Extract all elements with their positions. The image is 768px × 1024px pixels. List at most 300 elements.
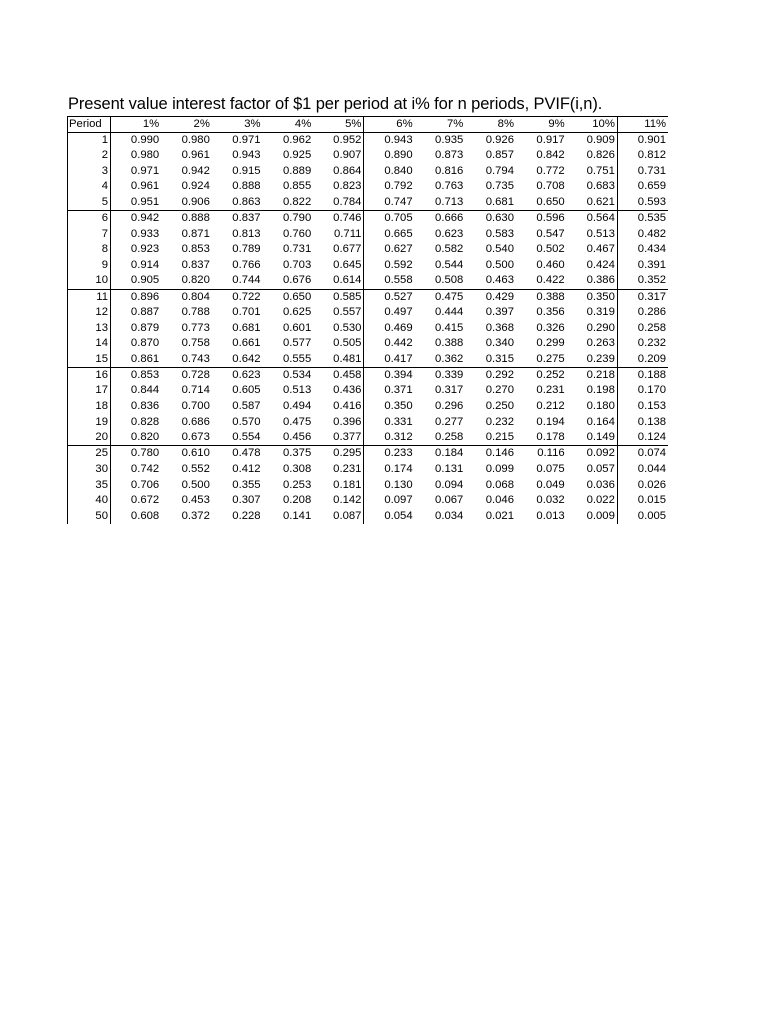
factor-cell: 0.789 (232, 243, 261, 256)
factor-cell: 0.842 (536, 149, 565, 162)
table-row (68, 258, 669, 274)
factor-cell: 0.952 (313, 132, 364, 148)
table-row (68, 242, 669, 258)
factor-cell: 0.744 (232, 274, 261, 287)
factor-cell: 0.218 (567, 368, 618, 384)
factor-cell: 0.099 (485, 462, 514, 475)
factor-cell: 0.703 (282, 258, 312, 271)
period-cell: 30 (68, 462, 111, 478)
factor-cell: 0.760 (282, 227, 312, 240)
table-row (68, 446, 669, 462)
factor-cell: 0.812 (637, 149, 667, 162)
factor-cell: 0.270 (485, 384, 514, 397)
factor-cell: 0.772 (536, 164, 565, 177)
factor-cell: 0.198 (567, 383, 618, 399)
factor-cell: 0.467 (567, 242, 618, 258)
factor-cell: 0.231 (536, 384, 565, 397)
factor-cell: 0.909 (567, 132, 618, 148)
factor-cell: 0.705 (384, 212, 413, 225)
factor-cell: 0.317 (435, 384, 464, 397)
factor-cell: 0.681 (485, 195, 514, 208)
factor-cell: 0.478 (232, 447, 261, 460)
factor-cell: 0.149 (567, 430, 618, 446)
factor-cell: 0.388 (536, 290, 565, 303)
factor-cell: 0.661 (232, 337, 261, 350)
factor-cell: 0.326 (536, 321, 565, 334)
factor-cell: 0.068 (485, 478, 514, 491)
factor-cell: 0.890 (384, 149, 413, 162)
factor-cell: 0.554 (232, 431, 261, 444)
factor-cell: 0.252 (536, 368, 565, 381)
factor-cell: 0.666 (435, 212, 464, 225)
factor-cell: 0.871 (181, 227, 210, 240)
period-cell: 13 (68, 320, 111, 336)
factor-cell: 0.164 (567, 415, 618, 431)
factor-cell: 0.836 (130, 400, 160, 413)
period-cell: 19 (68, 415, 111, 431)
factor-cell: 0.583 (485, 227, 514, 240)
table-row (68, 226, 669, 242)
factor-cell: 0.057 (567, 462, 618, 478)
factor-cell: 0.650 (282, 290, 312, 303)
factor-cell: 0.475 (435, 290, 464, 303)
table-row (68, 211, 669, 227)
factor-cell: 0.180 (567, 399, 618, 415)
column-header-rate: 11% (644, 117, 667, 130)
factor-cell: 0.009 (567, 509, 618, 525)
factor-cell: 0.049 (536, 478, 565, 491)
factor-cell: 0.530 (313, 320, 364, 336)
factor-cell: 0.751 (567, 164, 618, 180)
table-row (68, 399, 669, 415)
factor-cell: 0.444 (435, 305, 464, 318)
column-header-rate: 4% (294, 117, 312, 130)
factor-cell: 0.391 (637, 258, 667, 271)
column-header-rate: 3% (244, 117, 261, 130)
factor-cell: 0.677 (313, 242, 364, 258)
factor-cell: 0.277 (435, 415, 464, 428)
period-cell: 10 (68, 273, 111, 289)
factor-cell: 0.823 (313, 179, 364, 195)
factor-cell: 0.722 (232, 290, 261, 303)
table-row (68, 383, 669, 399)
factor-cell: 0.209 (637, 352, 667, 365)
factor-cell: 0.650 (536, 195, 565, 208)
factor-cell: 0.713 (435, 195, 464, 208)
factor-cell: 0.417 (384, 352, 413, 365)
table-row (68, 273, 669, 289)
factor-cell: 0.887 (130, 305, 160, 318)
factor-cell: 0.853 (181, 243, 210, 256)
factor-cell: 0.456 (282, 431, 312, 444)
factor-cell: 0.773 (181, 321, 210, 334)
factor-cell: 0.005 (637, 509, 667, 522)
factor-cell: 0.074 (637, 447, 667, 460)
factor-cell: 0.763 (435, 180, 464, 193)
factor-cell: 0.961 (130, 180, 160, 193)
factor-cell: 0.181 (313, 477, 364, 493)
factor-cell: 0.131 (435, 462, 464, 475)
factor-cell: 0.915 (232, 164, 261, 177)
factor-cell: 0.623 (435, 227, 464, 240)
factor-cell: 0.500 (181, 478, 210, 491)
period-cell: 18 (68, 399, 111, 415)
factor-cell: 0.592 (384, 258, 413, 271)
factor-cell: 0.784 (313, 195, 364, 211)
factor-cell: 0.094 (435, 478, 464, 491)
table-row (68, 368, 669, 384)
factor-cell: 0.295 (313, 446, 364, 462)
table-row (68, 164, 669, 180)
factor-cell: 0.672 (130, 494, 160, 507)
factor-cell: 0.942 (181, 164, 210, 177)
factor-cell: 0.593 (637, 195, 667, 208)
factor-cell: 0.494 (282, 400, 312, 413)
factor-cell: 0.623 (232, 368, 261, 381)
table-body (68, 132, 669, 524)
factor-cell: 0.463 (485, 274, 514, 287)
table-row (68, 352, 669, 368)
factor-cell: 0.683 (567, 179, 618, 195)
factor-cell: 0.067 (435, 494, 464, 507)
factor-cell: 0.350 (384, 400, 413, 413)
factor-cell: 0.481 (313, 352, 364, 368)
factor-cell: 0.857 (485, 149, 514, 162)
factor-cell: 0.816 (435, 164, 464, 177)
factor-cell: 0.555 (282, 352, 312, 365)
factor-cell: 0.828 (130, 415, 160, 428)
factor-cell: 0.923 (130, 243, 160, 256)
factor-cell: 0.434 (637, 243, 667, 256)
factor-cell: 0.853 (130, 368, 160, 381)
factor-cell: 0.319 (567, 305, 618, 321)
column-header-rate: 2% (193, 117, 210, 130)
factor-cell: 0.917 (536, 133, 565, 146)
factor-cell: 0.527 (384, 290, 413, 303)
table-row (68, 132, 669, 148)
factor-cell: 0.233 (384, 447, 413, 460)
factor-cell: 0.728 (181, 368, 210, 381)
column-header-rate: 9% (548, 117, 565, 130)
factor-cell: 0.460 (536, 258, 565, 271)
factor-cell: 0.701 (232, 305, 261, 318)
table-row (68, 320, 669, 336)
factor-cell: 0.429 (485, 290, 514, 303)
factor-cell: 0.665 (384, 227, 413, 240)
factor-cell: 0.352 (637, 274, 667, 287)
factor-cell: 0.307 (232, 494, 261, 507)
factor-cell: 0.873 (435, 149, 464, 162)
factor-cell: 0.350 (567, 289, 618, 305)
factor-cell: 0.971 (130, 164, 160, 177)
factor-cell: 0.780 (130, 447, 160, 460)
factor-cell: 0.513 (567, 226, 618, 242)
factor-cell: 0.075 (536, 462, 565, 475)
factor-cell: 0.813 (232, 227, 261, 240)
factor-cell: 0.475 (282, 415, 312, 428)
factor-cell: 0.034 (435, 509, 464, 522)
factor-cell: 0.015 (637, 494, 667, 507)
factor-cell: 0.469 (384, 321, 413, 334)
factor-cell: 0.231 (313, 462, 364, 478)
factor-cell: 0.742 (130, 462, 160, 475)
factor-cell: 0.889 (282, 164, 312, 177)
factor-cell: 0.412 (232, 462, 261, 475)
factor-cell: 0.228 (232, 509, 261, 522)
factor-cell: 0.942 (130, 212, 160, 225)
factor-cell: 0.375 (282, 447, 312, 460)
factor-cell: 0.372 (181, 509, 210, 522)
factor-cell: 0.215 (485, 431, 514, 444)
factor-cell: 0.513 (282, 384, 312, 397)
factor-cell: 0.178 (536, 431, 565, 444)
factor-cell: 0.861 (130, 352, 160, 365)
factor-cell: 0.855 (282, 180, 312, 193)
factor-cell: 0.087 (313, 509, 364, 525)
factor-cell: 0.840 (384, 164, 413, 177)
factor-cell: 0.292 (485, 368, 514, 381)
column-header-rate: 1% (142, 117, 160, 130)
factor-cell: 0.943 (384, 133, 413, 146)
period-cell: 15 (68, 352, 111, 368)
factor-cell: 0.888 (181, 212, 210, 225)
column-header-rate: 10% (567, 117, 618, 133)
period-cell: 2 (68, 148, 111, 164)
factor-cell: 0.092 (567, 446, 618, 462)
period-cell: 20 (68, 430, 111, 446)
factor-cell: 0.676 (282, 274, 312, 287)
factor-cell: 0.141 (282, 509, 312, 522)
factor-cell: 0.926 (485, 133, 514, 146)
period-cell: 6 (68, 211, 111, 227)
factor-cell: 0.388 (435, 337, 464, 350)
factor-cell: 0.558 (384, 274, 413, 287)
factor-cell: 0.990 (130, 133, 160, 146)
factor-cell: 0.416 (313, 399, 364, 415)
factor-cell: 0.021 (485, 509, 514, 522)
factor-cell: 0.138 (637, 415, 667, 428)
factor-cell: 0.212 (536, 400, 565, 413)
factor-cell: 0.054 (384, 509, 413, 522)
factor-cell: 0.794 (485, 164, 514, 177)
factor-cell: 0.253 (282, 478, 312, 491)
factor-cell: 0.046 (485, 494, 514, 507)
factor-cell: 0.570 (232, 415, 261, 428)
factor-cell: 0.505 (313, 336, 364, 352)
factor-cell: 0.174 (384, 462, 413, 475)
table-row (68, 415, 669, 431)
factor-cell: 0.766 (232, 258, 261, 271)
factor-cell: 0.263 (567, 336, 618, 352)
factor-cell: 0.044 (637, 462, 667, 475)
period-cell: 7 (68, 226, 111, 242)
factor-cell: 0.601 (282, 321, 312, 334)
table-row (68, 305, 669, 321)
factor-cell: 0.453 (181, 494, 210, 507)
factor-cell: 0.743 (181, 352, 210, 365)
factor-cell: 0.792 (384, 180, 413, 193)
factor-cell: 0.396 (313, 415, 364, 431)
period-cell: 8 (68, 242, 111, 258)
factor-cell: 0.188 (637, 368, 667, 381)
factor-cell: 0.610 (181, 447, 210, 460)
factor-cell: 0.299 (536, 337, 565, 350)
factor-cell: 0.286 (637, 305, 667, 318)
period-cell: 3 (68, 164, 111, 180)
factor-cell: 0.535 (637, 212, 667, 225)
factor-cell: 0.258 (435, 431, 464, 444)
factor-cell: 0.621 (567, 195, 618, 211)
factor-cell: 0.879 (130, 321, 160, 334)
period-cell: 50 (68, 509, 111, 525)
factor-cell: 0.943 (232, 149, 261, 162)
table-header (68, 117, 669, 133)
table-row (68, 195, 669, 211)
factor-cell: 0.153 (637, 400, 667, 413)
factor-cell: 0.250 (485, 400, 514, 413)
pvif-table (67, 116, 668, 524)
factor-cell: 0.371 (384, 384, 413, 397)
factor-cell: 0.208 (282, 494, 312, 507)
factor-cell: 0.146 (485, 447, 514, 460)
factor-cell: 0.731 (637, 164, 667, 177)
period-cell: 40 (68, 493, 111, 509)
period-cell: 14 (68, 336, 111, 352)
factor-cell: 0.296 (435, 400, 464, 413)
factor-cell: 0.837 (232, 212, 261, 225)
factor-cell: 0.036 (567, 477, 618, 493)
factor-cell: 0.339 (435, 368, 464, 381)
table-row (68, 148, 669, 164)
factor-cell: 0.564 (567, 211, 618, 227)
factor-cell: 0.907 (313, 148, 364, 164)
factor-cell: 0.582 (435, 243, 464, 256)
factor-cell: 0.686 (181, 415, 210, 428)
factor-cell: 0.681 (232, 321, 261, 334)
factor-cell: 0.540 (485, 243, 514, 256)
factor-cell: 0.905 (130, 274, 160, 287)
factor-cell: 0.608 (130, 509, 160, 522)
factor-cell: 0.822 (282, 195, 312, 208)
factor-cell: 0.870 (130, 337, 160, 350)
factor-cell: 0.317 (637, 290, 667, 303)
factor-cell: 0.896 (130, 290, 160, 303)
table-row (68, 430, 669, 446)
factor-cell: 0.436 (313, 383, 364, 399)
factor-cell: 0.906 (181, 195, 210, 208)
factor-cell: 0.508 (435, 274, 464, 287)
period-cell: 16 (68, 368, 111, 384)
factor-cell: 0.888 (232, 180, 261, 193)
factor-cell: 0.386 (567, 273, 618, 289)
factor-cell: 0.362 (435, 352, 464, 365)
period-cell: 9 (68, 258, 111, 274)
factor-cell: 0.194 (536, 415, 565, 428)
factor-cell: 0.184 (435, 447, 464, 460)
factor-cell: 0.864 (313, 164, 364, 180)
factor-cell: 0.844 (130, 384, 160, 397)
factor-cell: 0.315 (485, 352, 514, 365)
factor-cell: 0.587 (232, 400, 261, 413)
factor-cell: 0.424 (567, 258, 618, 274)
factor-cell: 0.735 (485, 180, 514, 193)
factor-cell: 0.901 (637, 133, 667, 146)
factor-cell: 0.711 (313, 226, 364, 242)
factor-cell: 0.422 (536, 274, 565, 287)
period-cell: 17 (68, 383, 111, 399)
column-header-rate: 7% (446, 117, 464, 130)
factor-cell: 0.290 (567, 320, 618, 336)
factor-cell: 0.130 (384, 478, 413, 491)
factor-cell: 0.804 (181, 290, 210, 303)
factor-cell: 0.700 (181, 400, 210, 413)
factor-cell: 0.747 (384, 195, 413, 208)
factor-cell: 0.377 (313, 430, 364, 446)
factor-cell: 0.534 (282, 368, 312, 381)
factor-cell: 0.442 (384, 337, 413, 350)
factor-cell: 0.312 (384, 431, 413, 444)
factor-cell: 0.925 (282, 149, 312, 162)
factor-cell: 0.482 (637, 227, 667, 240)
table-row (68, 289, 669, 305)
factor-cell: 0.935 (435, 133, 464, 146)
period-cell: 12 (68, 305, 111, 321)
factor-cell: 0.232 (637, 337, 667, 350)
factor-cell: 0.258 (637, 321, 667, 334)
factor-cell: 0.625 (282, 305, 312, 318)
factor-cell: 0.497 (384, 305, 413, 318)
factor-cell: 0.585 (313, 289, 364, 305)
factor-cell: 0.502 (536, 243, 565, 256)
factor-cell: 0.630 (485, 212, 514, 225)
factor-cell: 0.170 (637, 384, 667, 397)
factor-cell: 0.308 (282, 462, 312, 475)
factor-cell: 0.557 (313, 305, 364, 321)
factor-cell: 0.962 (282, 133, 312, 146)
period-cell: 11 (68, 289, 111, 305)
factor-cell: 0.746 (313, 211, 364, 227)
period-cell: 5 (68, 195, 111, 211)
factor-cell: 0.788 (181, 305, 210, 318)
factor-cell: 0.394 (384, 368, 413, 381)
factor-cell: 0.673 (181, 431, 210, 444)
table-title: Present value interest factor of $1 per period at i% for n periods, PVIF(i,n). (68, 95, 603, 113)
factor-cell: 0.547 (536, 227, 565, 240)
factor-cell: 0.013 (536, 509, 565, 522)
factor-cell: 0.820 (181, 274, 210, 287)
factor-cell: 0.706 (130, 478, 160, 491)
factor-cell: 0.731 (282, 243, 312, 256)
factor-cell: 0.331 (384, 415, 413, 428)
factor-cell: 0.415 (435, 321, 464, 334)
factor-cell: 0.642 (232, 352, 261, 365)
period-cell: 4 (68, 179, 111, 195)
factor-cell: 0.544 (435, 258, 464, 271)
column-header-rate: 8% (497, 117, 514, 130)
table-row (68, 477, 669, 493)
factor-cell: 0.356 (536, 305, 565, 318)
factor-cell: 0.552 (181, 462, 210, 475)
factor-cell: 0.500 (485, 258, 514, 271)
factor-cell: 0.980 (130, 149, 160, 162)
factor-cell: 0.961 (181, 149, 210, 162)
factor-cell: 0.397 (485, 305, 514, 318)
factor-cell: 0.790 (282, 212, 312, 225)
factor-cell: 0.368 (485, 321, 514, 334)
factor-cell: 0.124 (637, 431, 667, 444)
table-row (68, 336, 669, 352)
factor-cell: 0.340 (485, 337, 514, 350)
